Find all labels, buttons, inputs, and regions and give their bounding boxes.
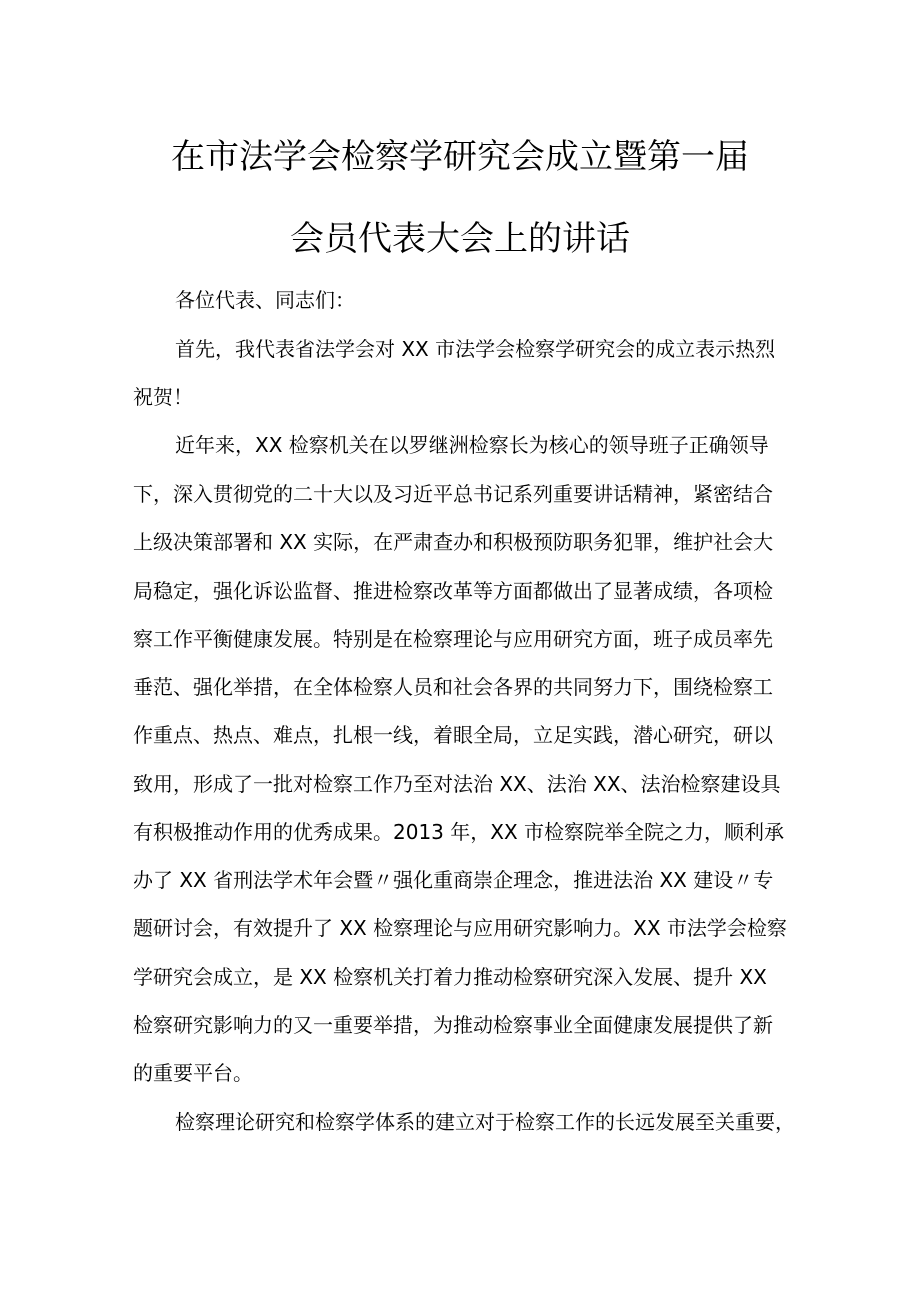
- body-line: 学研究会成立，是 XX 检察机关打着力推动检察研究深入发展、提升 XX: [133, 965, 767, 989]
- title-line-2: 会员代表大会上的讲话: [290, 219, 630, 259]
- body-line: 办了 XX 省刑法学术年会暨〃强化重商崇企理念，推进法治 XX 建设〃专: [133, 868, 774, 892]
- title-line-1: 在市法学会检察学研究会成立暨第一届: [171, 137, 749, 177]
- body-line: 题研讨会，有效提升了 XX 检察理论与应用研究影响力。XX 市法学会检察: [133, 916, 787, 940]
- body-line: 局稳定，强化诉讼监督、推进检察改革等方面都做出了显著成绩，各项检: [133, 579, 773, 603]
- body-line: 作重点、热点、难点，扎根一线，着眼全局，立足实践，潜心研究，研以: [133, 723, 773, 747]
- body-line: 祝贺！: [133, 385, 193, 409]
- body-line: 的重要平台。: [133, 1061, 253, 1085]
- body-line: 检察研究影响力的又一重要举措，为推动检察事业全面健康发展提供了新: [133, 1013, 773, 1037]
- body-line: 察工作平衡健康发展。特别是在检察理论与应用研究方面，班子成员率先: [133, 627, 773, 651]
- body-line: 垂范、强化举措，在全体检察人员和社会各界的共同努力下，围绕检察工: [133, 675, 773, 699]
- salutation: 各位代表、同志们：: [175, 288, 355, 312]
- body-line: 上级决策部署和 XX 实际，在严肃查办和积极预防职务犯罪，维护社会大: [133, 530, 774, 554]
- body-line: 下，深入贯彻党的二十大以及习近平总书记系列重要讲话精神，紧密结合: [133, 482, 773, 506]
- body-line: 致用，形成了一批对检察工作乃至对法治 XX、法治 XX、法治检察建设具: [133, 772, 781, 796]
- body-line: 首先，我代表省法学会对 XX 市法学会检察学研究会的成立表示热烈: [175, 337, 776, 361]
- body-line: 检察理论研究和检察学体系的建立对于检察工作的长远发展至关重要，: [175, 1110, 795, 1134]
- body-line: 有积极推动作用的优秀成果。2013 年，XX 市检察院举全院之力，顺利承: [133, 820, 785, 844]
- body-line: 近年来，XX 检察机关在以罗继洲检察长为核心的领导班子正确领导: [175, 433, 769, 457]
